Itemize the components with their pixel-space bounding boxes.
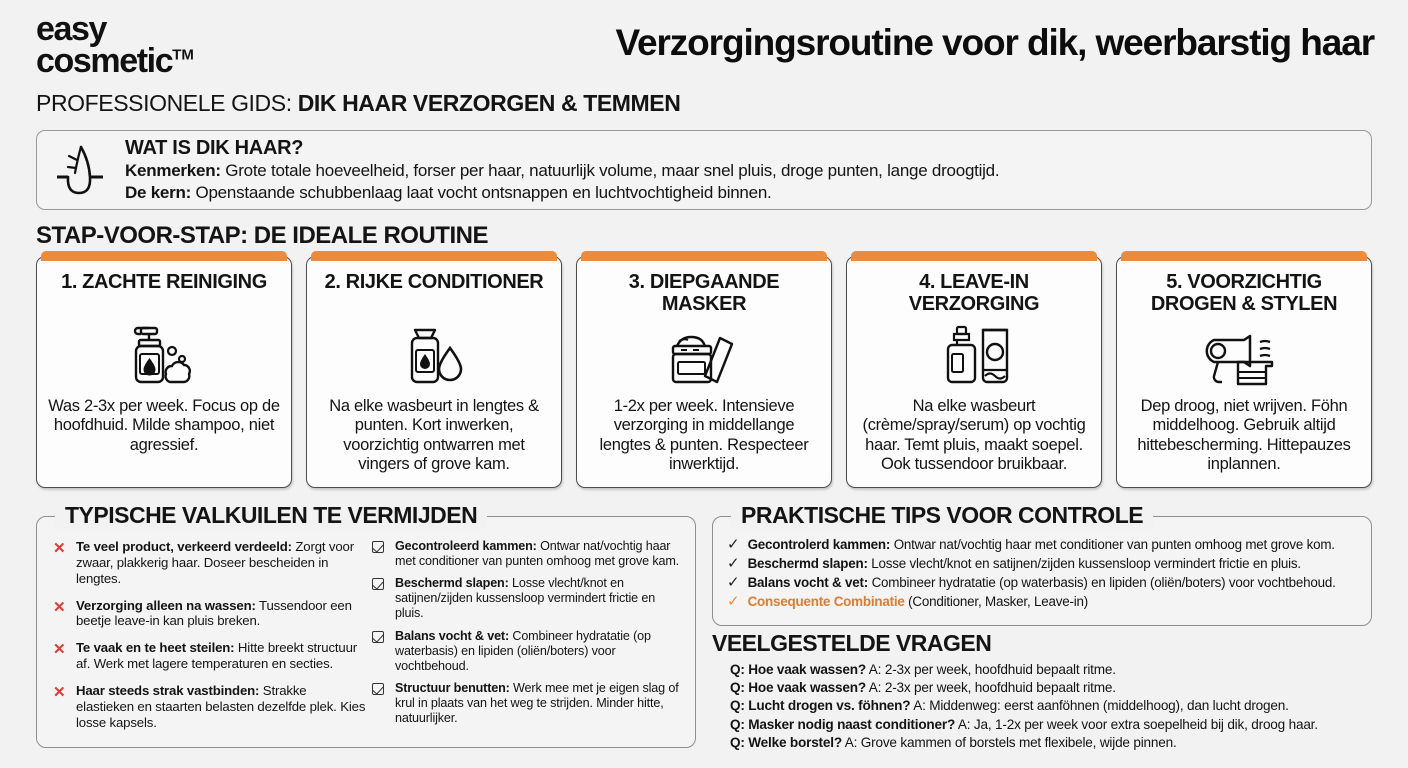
tip-text xyxy=(748,537,1335,553)
tip-item xyxy=(727,537,1359,553)
x-mark-icon: ✕ xyxy=(53,641,66,659)
tip-label: Gecontrolerd kammen: xyxy=(747,537,891,552)
checklist-item[interactable] xyxy=(372,681,685,726)
pitfall-text xyxy=(76,640,366,672)
step-card-2[interactable] xyxy=(306,256,562,488)
tip-text xyxy=(748,575,1336,591)
checkbox-icon[interactable] xyxy=(372,681,388,726)
definition-row-2-text: Openstaande schubbenlaag laat vocht ontsnappen en luchtvochtigheid binnen. xyxy=(191,182,772,202)
faq-item xyxy=(730,697,1392,715)
pitfall-text xyxy=(76,539,366,587)
tip-body: Losse vlecht/knot en satijnen/zijden kussensloop vermindert frictie en pluis. xyxy=(867,556,1301,572)
step-title: 2. RIJKE CONDITIONER xyxy=(324,271,544,293)
checkbox-icon[interactable] xyxy=(372,576,388,621)
shampoo-bottle-foam-icon xyxy=(125,323,203,389)
tip-body: (Conditioner, Masker, Leave-in) xyxy=(904,594,1089,610)
faq-item xyxy=(730,661,1392,679)
faq-answer: A: Ja, 1-2x per week voor extra soepelheid bij dik, droog haar. xyxy=(955,716,1318,732)
checkbox-icon[interactable] xyxy=(372,539,388,569)
pitfall-item xyxy=(53,640,366,672)
x-mark-icon: ✕ xyxy=(53,683,66,701)
checklist-body: Werk mee met je eigen slag of krul in plaats van het weg te strijden. Minder hitte, natuurlijker. xyxy=(395,680,679,726)
definition-heading: WAT IS DIK HAAR? xyxy=(125,137,304,160)
faq-answer: A: Grove kammen of borstels met flexibele, wijde pinnen. xyxy=(841,734,1177,750)
header xyxy=(0,0,1408,122)
pitfall-label: Verzorging alleen na wassen: xyxy=(76,597,256,613)
pitfalls-panel xyxy=(36,502,696,748)
subtitle-emphasis: DIK HAAR VERZORGEN & TEMMEN xyxy=(297,90,681,116)
x-mark-icon: ✕ xyxy=(53,540,66,557)
checklist-label: Balans vocht & vet: xyxy=(395,628,510,643)
faq-question: Q: Lucht drogen vs. föhnen? xyxy=(730,698,911,714)
tip-item xyxy=(727,556,1359,572)
conditioner-bottle-droplet-icon xyxy=(395,323,473,389)
checklist-item[interactable] xyxy=(372,576,685,621)
tip-item-highlighted xyxy=(727,594,1359,610)
faq-list xyxy=(712,661,1392,752)
checklist-label: Structuur benutten: xyxy=(395,680,510,695)
faq-answer: A: 2-3x per week, hoofdhuid bepaalt ritme. xyxy=(865,680,1116,696)
pitfall-item xyxy=(53,683,366,731)
definition-band xyxy=(36,130,1372,210)
step-description: 1-2x per week. Intensieve verzorging in middellange lengtes & punten. Respecteer inwerktijd. xyxy=(599,397,809,473)
faq-question: Q: Welke borstel? xyxy=(730,734,842,750)
definition-text xyxy=(121,137,999,203)
pitfall-label: Haar steeds strak vastbinden: xyxy=(76,682,260,698)
step-card-4[interactable] xyxy=(846,256,1102,488)
faq-answer: A: 2-3x per week, hoofdhuid bepaalt ritme. xyxy=(865,662,1116,677)
tip-label: Balans vocht & vet: xyxy=(747,575,869,591)
tip-text xyxy=(748,594,1088,610)
brand-line-1: easy xyxy=(36,10,107,48)
checklist-label: Beschermd slapen: xyxy=(395,576,509,591)
checklist-text xyxy=(395,576,685,621)
checklist-text xyxy=(395,629,685,674)
step-card-3[interactable] xyxy=(576,256,832,488)
check-icon: ✓ xyxy=(727,536,740,553)
pitfall-text xyxy=(76,683,366,731)
checklist-item[interactable] xyxy=(372,539,685,569)
subtitle-prefix: PROFESSIONELE GIDS: xyxy=(36,90,298,116)
tip-item xyxy=(727,575,1359,591)
brand-line-2: cosmetic™ xyxy=(36,41,194,80)
faq-section xyxy=(712,630,1392,752)
check-icon: ✓ xyxy=(727,555,740,573)
tip-label: Beschermd slapen: xyxy=(747,556,868,572)
page-subtitle xyxy=(36,90,680,117)
pitfalls-panel-title: TYPISCHE VALKUILEN TE VERMIJDEN xyxy=(55,502,487,529)
checkbox-icon[interactable] xyxy=(372,629,388,674)
pitfall-item xyxy=(53,598,366,630)
faq-question: Q: Hoe vaak wassen? xyxy=(730,680,866,696)
trademark-symbol: TM xyxy=(172,46,194,64)
checklist-text xyxy=(395,539,685,569)
pitfall-body: Strakke elastieken en staarten belasten dezelfde plek. Kies losse kapsels. xyxy=(76,682,366,730)
faq-question: Q: Hoe vaak wassen? xyxy=(730,662,866,677)
definition-row-1-text: Grote totale hoeveelheid, forser per haar, natuurlijk volume, maar snel pluis, droge punten, lange droogtijd. xyxy=(220,161,1000,181)
step-title: 4. LEAVE-IN VERZORGING xyxy=(908,271,1040,316)
tip-body: Combineer hydratatie (op waterbasis) en lipiden (oliën/boters) voor vochtbehoud. xyxy=(868,575,1336,591)
faq-title: VEELGESTELDE VRAGEN xyxy=(712,630,992,656)
steps-row xyxy=(36,256,1372,488)
pitfall-body: Zorgt voor zwaar, plakkerig haar. Doseer bescheiden in lengtes. xyxy=(76,539,354,586)
definition-row-core xyxy=(125,182,999,203)
tip-text xyxy=(748,556,1301,572)
checklist-body: Losse vlecht/knot en satijnen/zijden kussensloop vermindert frictie en pluis. xyxy=(395,576,656,621)
faq-question: Q: Masker nodig naast conditioner? xyxy=(730,716,956,732)
step-card-1[interactable] xyxy=(36,256,292,488)
faq-answer: A: Middenweg: eerst aanföhnen (middelhoog), dan lucht drogen. xyxy=(910,698,1289,714)
faq-item xyxy=(730,734,1392,752)
hair-follicle-icon xyxy=(37,143,121,197)
pitfall-body: Hitte breekt structuur af. Werk met lagere temperaturen en secties. xyxy=(76,640,358,672)
check-icon: ✓ xyxy=(727,574,740,592)
definition-row-2-label: De kern: xyxy=(125,182,192,202)
page-title: Verzorgingsroutine voor dik, weerbarstig haar xyxy=(615,22,1374,63)
pitfall-label: Te vaak en te heet steilen: xyxy=(76,640,235,656)
pitfall-item xyxy=(53,539,366,587)
step-title: 3. DIEPGAANDE MASKER xyxy=(628,271,780,316)
check-icon: ✓ xyxy=(727,593,740,611)
pitfalls-column-right xyxy=(372,539,685,739)
checklist-label: Gecontroleerd kammen: xyxy=(395,539,537,553)
step-description: Dep droog, niet wrijven. Föhn middelhoog. Gebruik altijd hittebescherming. Hittepauzes inplannen. xyxy=(1137,397,1351,473)
tips-panel-title: PRAKTISCHE TIPS VOOR CONTROLE xyxy=(731,502,1153,529)
hairdryer-towel-icon xyxy=(1198,323,1290,389)
faq-item xyxy=(730,716,1392,734)
step-card-5[interactable] xyxy=(1116,256,1372,488)
step-description: Was 2-3x per week. Focus op de hoofdhuid. Milde shampoo, niet agressief. xyxy=(48,397,280,454)
tips-panel xyxy=(712,502,1372,626)
tip-body: Ontwar nat/vochtig haar met conditioner van punten omhoog met grove kom. xyxy=(890,537,1335,552)
tip-label-accent: Consequente Combinatie xyxy=(747,594,905,610)
step-description: Na elke wasbeurt (crème/spray/serum) op vochtig haar. Temt pluis, maakt soepel. Ook tussendoor bruikbaar. xyxy=(862,397,1086,473)
faq-item xyxy=(730,679,1392,697)
definition-row-1-label: Kenmerken: xyxy=(125,161,221,181)
definition-row-characteristics xyxy=(125,160,999,181)
steps-section-heading: STAP-VOOR-STAP: DE IDEALE ROUTINE xyxy=(36,222,488,249)
checklist-text xyxy=(395,681,685,726)
pitfall-label: Te veel product, verkeerd verdeeld: xyxy=(76,539,292,554)
checklist-item[interactable] xyxy=(372,629,685,674)
pitfalls-column-left xyxy=(45,539,366,739)
spray-and-tube-icon xyxy=(933,323,1015,389)
pitfall-text xyxy=(76,598,366,630)
step-title: 5. VOORZICHTIG DROGEN & STYLEN xyxy=(1150,271,1338,316)
step-description: Na elke wasbeurt in lengtes & punten. Kort inwerken, voorzichtig ontwarren met vingers of grove kam. xyxy=(329,397,539,473)
hair-mask-jar-icon xyxy=(663,323,745,389)
brand-logo xyxy=(36,10,194,80)
checklist-body: Combineer hydratatie (op waterbasis) en lipiden (oliën/boters) voor vochtbehoud. xyxy=(395,628,651,673)
checklist-body: Ontwar nat/vochtig haar met conditioner van punten omhoog met grove kam. xyxy=(395,539,680,569)
pitfall-body: Tussendoor een beetje leave-in kan pluis breken. xyxy=(76,597,352,629)
x-mark-icon: ✕ xyxy=(53,598,66,616)
step-title: 1. ZACHTE REINIGING xyxy=(61,271,267,293)
